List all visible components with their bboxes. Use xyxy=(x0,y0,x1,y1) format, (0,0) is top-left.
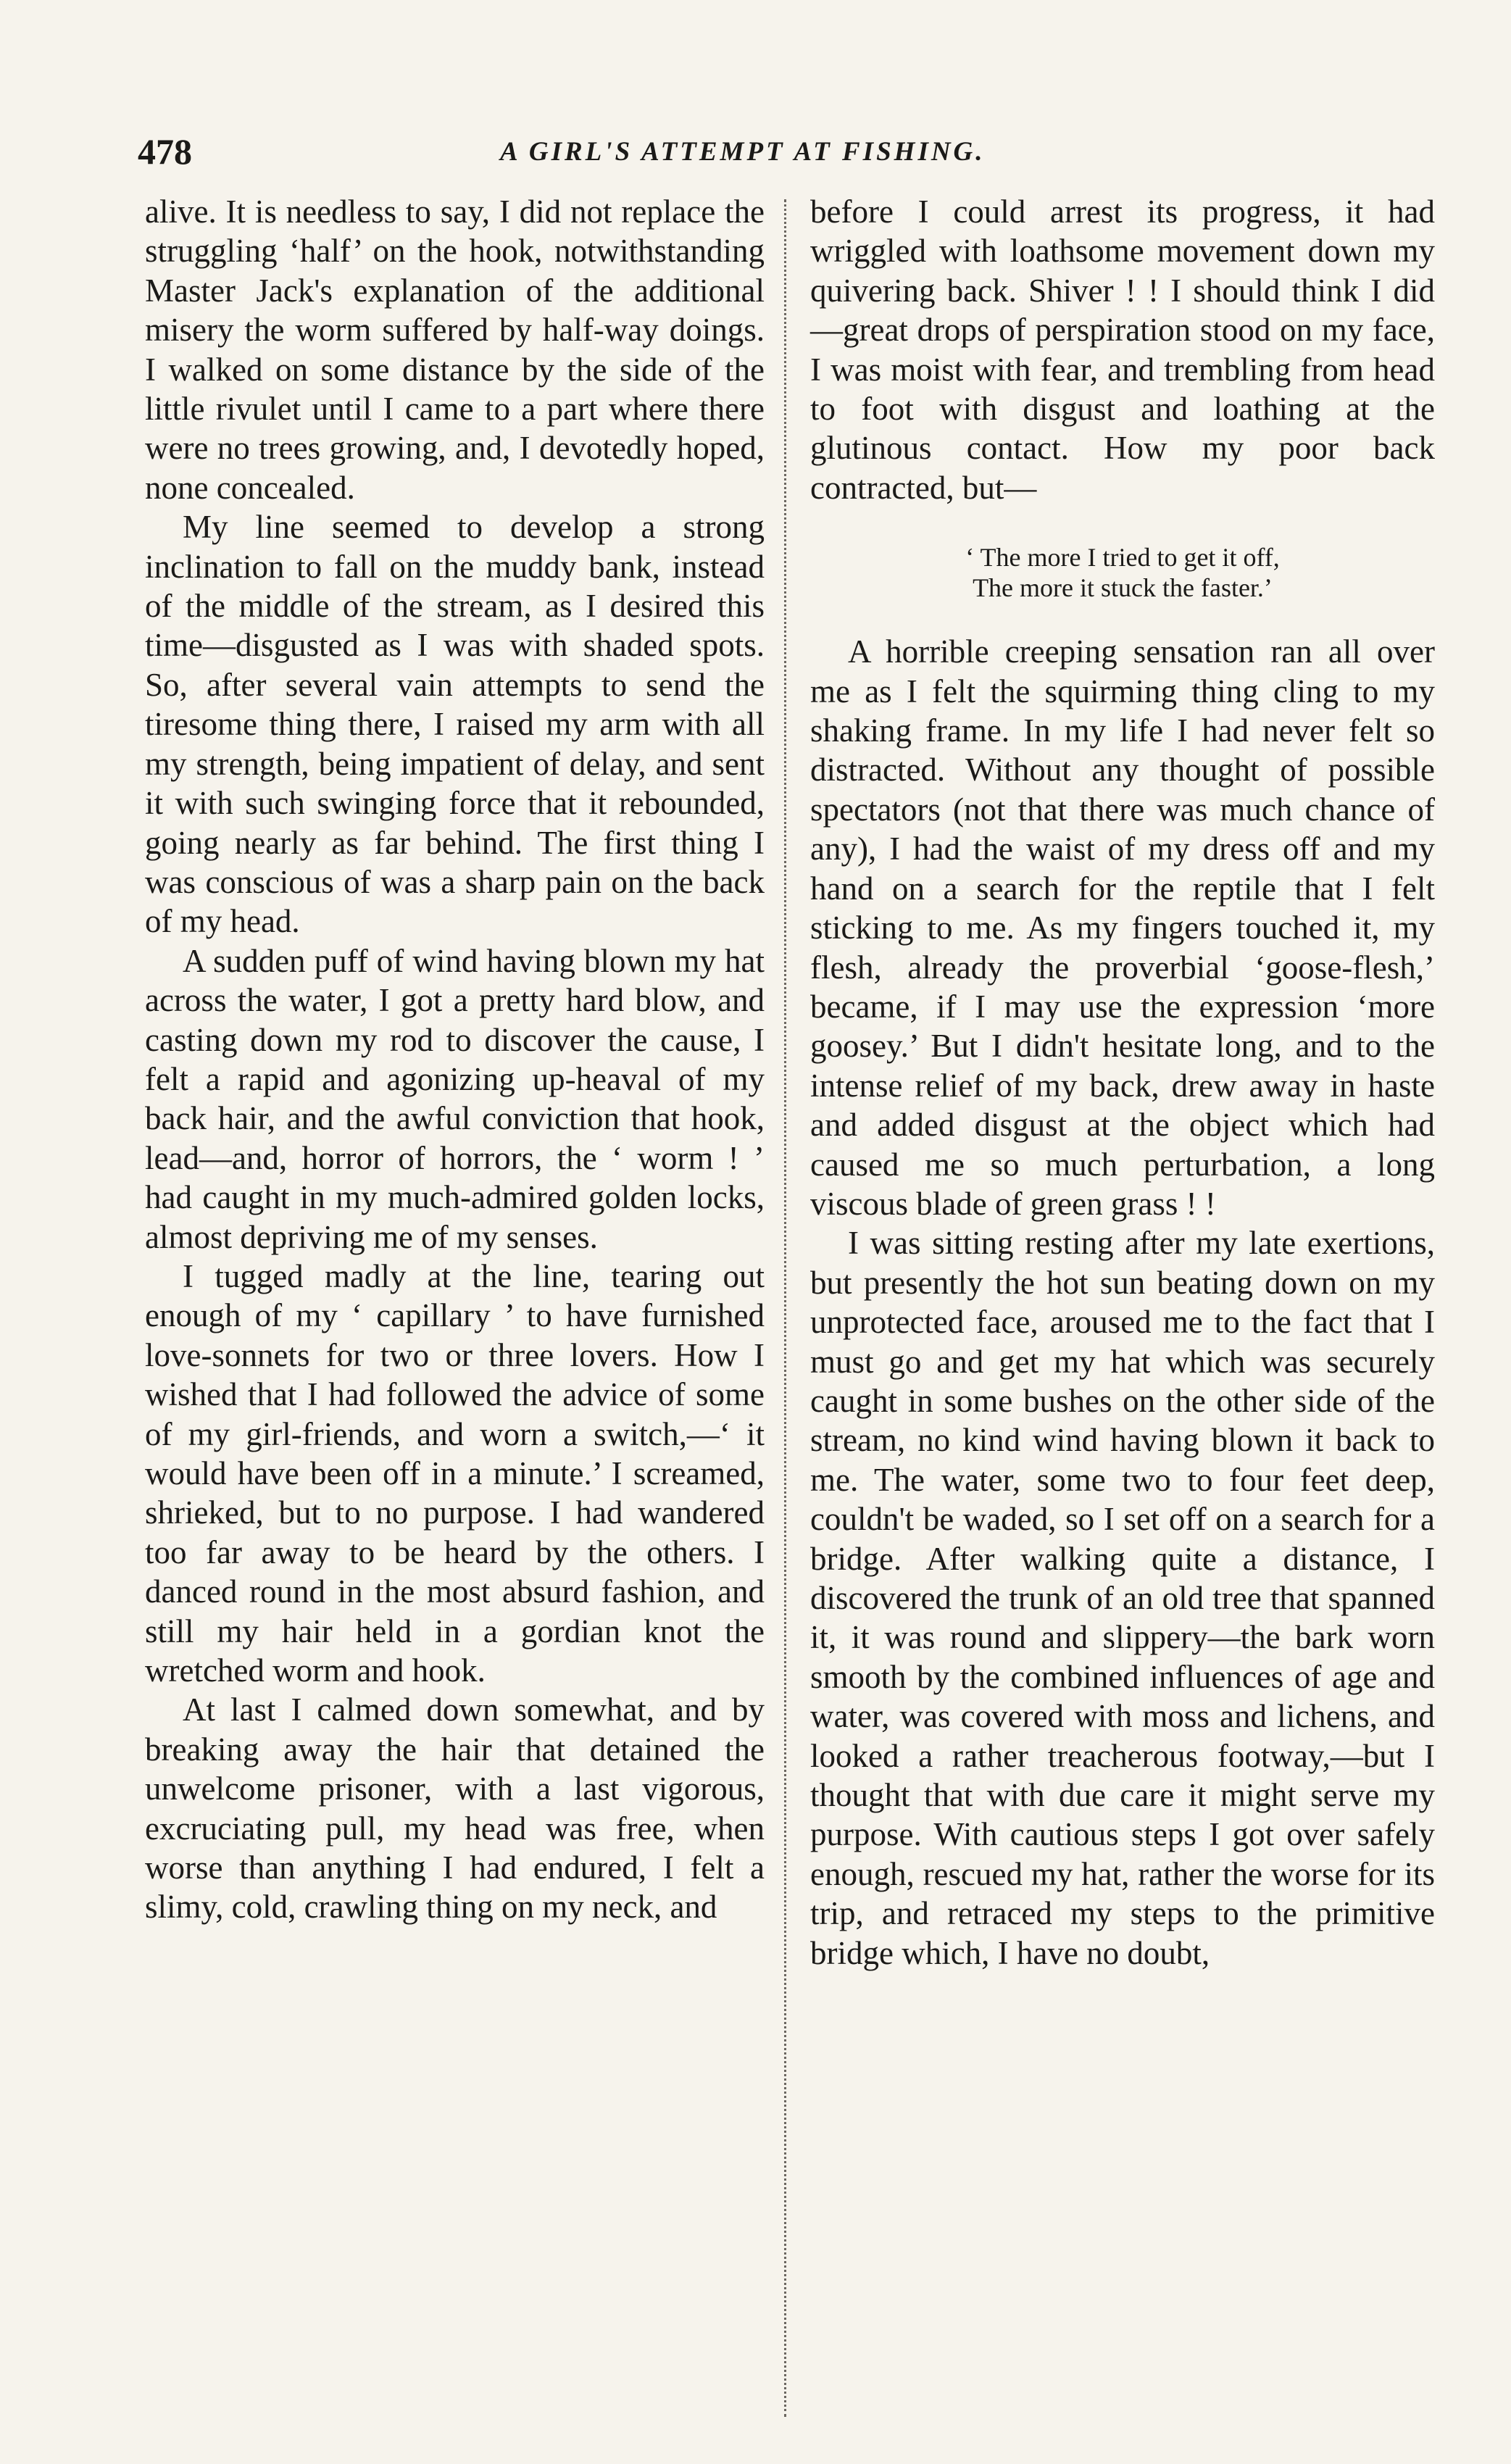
page-number: 478 xyxy=(138,131,192,172)
paragraph: A horrible creeping sensation ran all over me as I felt the squirming thing cling to my shaking frame. In my life I had never felt so distracted. Without any thought of possible spectators (not that there was much chance of any), I had the waist of my dress off and my hand on a search for the reptile that I felt sticking to me. As my fingers touched it, my flesh, already the proverbial ‘goose-flesh,’ became, if I may use the expression ‘more goosey.’ But I didn't hesitate long, and to the intense relief of my back, drew away in haste and added disgust at the object which had caused me so much perturbation, a long viscous blade of green grass ! ! xyxy=(810,633,1435,1222)
quote-line: The more it stuck the faster.’ xyxy=(973,573,1273,603)
left-column xyxy=(145,192,765,1927)
paragraph: before I could arrest its progress, it had wriggled with loathsome movement down my quivering back. Shiver ! ! I should think I did—great drops of perspiration stood on my face, I was moist with fear, and trembling from head to foot with disgust and loathing at the glutinous contact. How my poor back contracted, but— xyxy=(810,193,1435,506)
right-column xyxy=(810,192,1435,1973)
paragraph: My line seemed to develop a strong inclination to fall on the muddy bank, instead of the middle of the stream, as I desired this time—disgusted as I was with shaded spots. So, after several vain attempts to send the tiresome thing there, I raised my arm with all my strength, being impatient of delay, and sent it with such swinging force that it rebounded, going nearly as far behind. The first thing I was conscious of was a sharp pain on the back of my head. xyxy=(145,509,765,940)
verse-quote xyxy=(810,542,1435,603)
paragraph: At last I calmed down somewhat, and by breaking away the hair that detained the unwelcome prisoner, with a last vigorous, excruciating pull, my head was free, when worse than anything I had endured, I felt a slimy, cold, crawling thing on my neck, and xyxy=(145,1691,765,1926)
paragraph: alive. It is needless to say, I did not replace the struggling ‘half’ on the hook, notwithstanding Master Jack's explanation of the additional misery the worm suffered by half-way doings. I walked on some distance by the side of the little rivulet until I came to a part where there were no trees growing, and, I devotedly hoped, none concealed. xyxy=(145,193,765,506)
running-title: A GIRL'S ATTEMPT AT FISHING. xyxy=(500,137,986,167)
page-header xyxy=(138,130,1428,181)
paragraph: I tugged madly at the line, tearing out enough of my ‘ capillary ’ to have furnished love-sonnets for two or three lovers. How I wished that I had followed the advice of some of my girl-friends, and worn a switch,—‘ it would have been off in a minute.’ I screamed, shrieked, but to no purpose. I had wandered too far away to be heard by the others. I danced round in the most absurd fashion, and still my hair held in a gordian knot the wretched worm and hook. xyxy=(145,1257,765,1689)
quote-line: ‘ The more I tried to get it off, xyxy=(965,543,1280,573)
column-divider xyxy=(784,199,786,2417)
paragraph: I was sitting resting after my late exertions, but presently the hot sun beating down on my unprotected face, aroused me to the fact that I must go and get my hat which was securely caught in some bushes on the other side of the stream, no kind wind having blown it back to me. The water, some two to four feet deep, couldn't be waded, so I set off on a search for a bridge. After walking quite a distance, I discovered the trunk of an old tree that spanned it, it was round and slippery—the bark worn smooth by the combined influences of age and water, was covered with moss and lichens, and looked a rather treacherous footway,—but I thought that with due care it might serve my purpose. With cautious steps I got over safely enough, rescued my hat, rather the worse for its trip, and retraced my steps to the primitive bridge which, I have no doubt, xyxy=(810,1225,1435,1971)
paragraph: A sudden puff of wind having blown my hat across the water, I got a pretty hard blow, and casting down my rod to discover the cause, I felt a rapid and agonizing up-heaval of my back hair, and the awful conviction that hook, lead—and, horror of horrors, the ‘ worm ! ’ had caught in my much-admired golden locks, almost depriving me of my senses. xyxy=(145,942,765,1255)
